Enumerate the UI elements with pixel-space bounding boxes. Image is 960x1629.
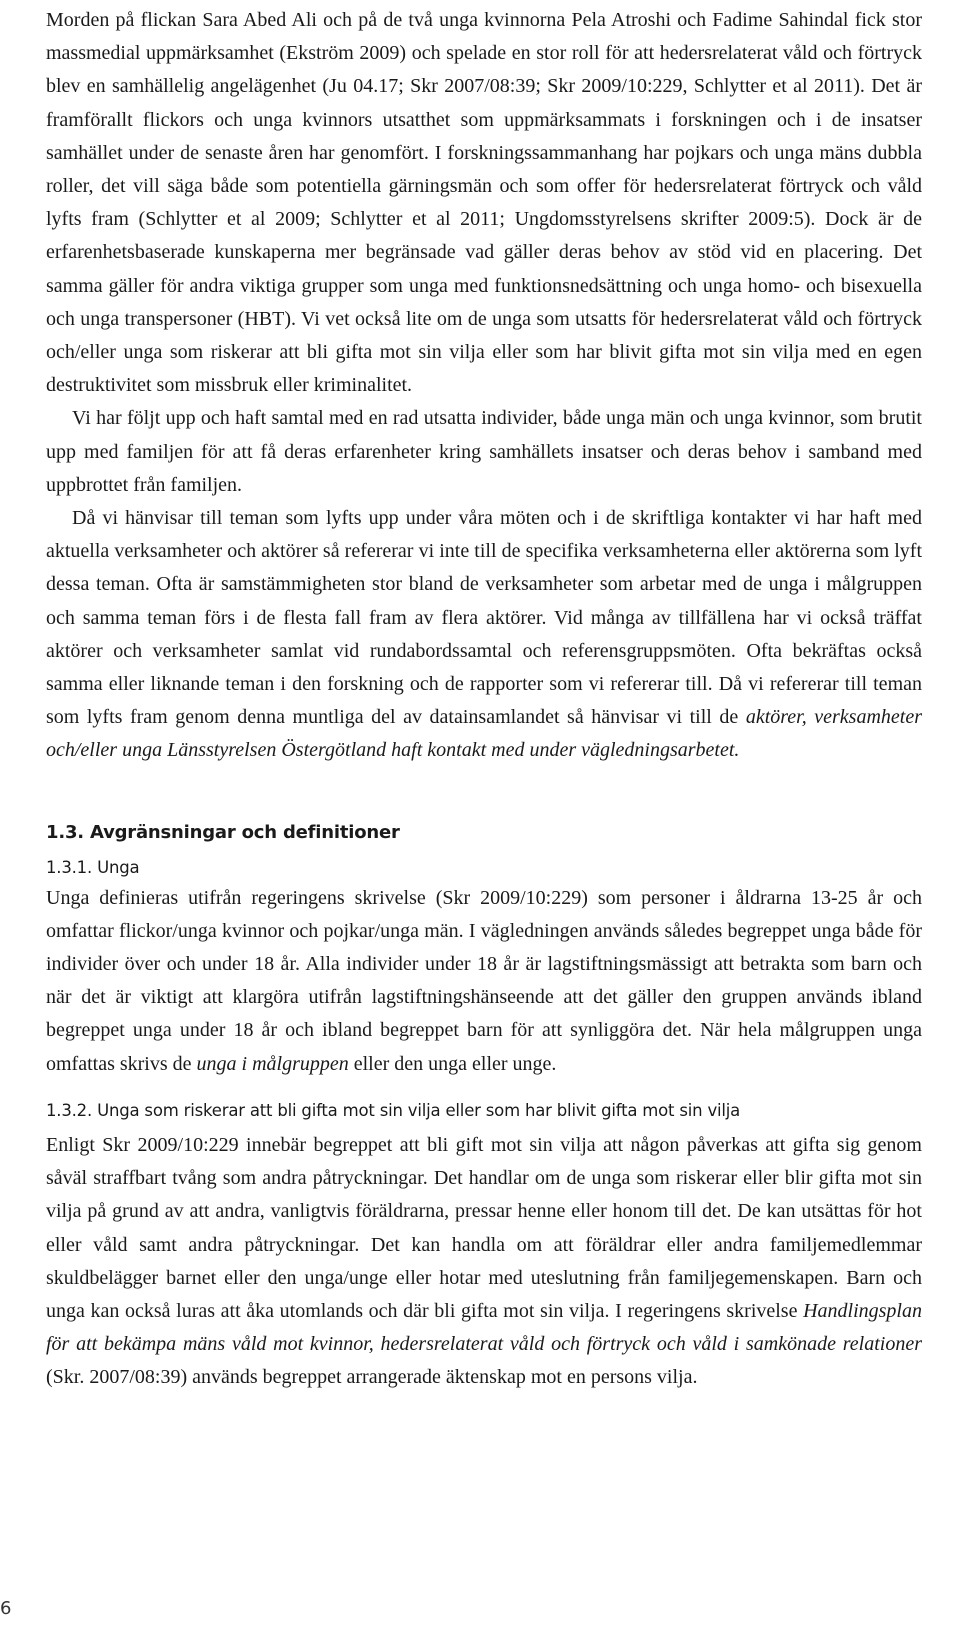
unga-definition-italic: unga i målgruppen	[196, 1052, 349, 1075]
paragraph-interviews	[46, 402, 922, 502]
section-heading-1-3: 1.3. Avgränsningar och definitioner	[46, 821, 400, 843]
paragraph-forced-marriage	[46, 1129, 922, 1395]
paragraph-unga-definition	[46, 882, 922, 1081]
paragraph-interviews-text: Vi har följt upp och haft samtal med en rad utsatta individer, både unga män och unga kvinnor, som brutit upp med familjen för att få deras erfarenheter kring samhällets insatser och deras behov i samband med uppbrottet från familjen.	[46, 407, 922, 496]
document-page	[46, 4, 922, 1395]
paragraph-themes	[46, 502, 922, 768]
paragraph-themes-text: Då vi hänvisar till teman som lyfts upp under våra möten och i de skriftliga kontakter vi har haft med aktuella verksamheter och aktörer så refererar vi inte till de specifika verksamheterna eller aktörerna som lyft dessa teman. Ofta är samstämmigheten stor bland de verksamheter som arbetar med de unga i målgruppen och samma teman förs i de flesta fall fram av flera aktörer. Vid många av tillfällena har vi också träffat aktörer och verksamheter samlat vid rundabordssamtal och referensgruppsmöten. Ofta bekräftas också samma eller liknande teman i den forskning och de rapporter som vi refererar till. Då vi refererar till teman som lyfts fram genom denna muntliga del av datainsamlandet så hänvisar vi till de	[46, 507, 922, 729]
unga-definition-end: eller den unga eller unge.	[348, 1052, 557, 1075]
forced-marriage-italic: Handlingsplan för att bekämpa mäns våld mot kvinnor, hedersrelaterat våld och förtryck och våld i samkönade relationer	[46, 1299, 922, 1356]
subsection-heading-1-3-1: 1.3.1. Unga	[46, 857, 140, 877]
page-number: 6	[0, 1598, 12, 1619]
paragraph-intro-text: Morden på flickan Sara Abed Ali och på de två unga kvinnorna Pela Atroshi och Fadime Sahindal fick stor massmedial uppmärksamhet (Ekström 2009) och spelade en stor roll för att hedersrelaterat våld och förtryck blev en samhällelig angelägenhet (Ju 04.17; Skr 2007/08:39; Skr 2009/10:229, Schlytter et al 2011). Det är framförallt flickors och unga kvinnors utsatthet som uppmärksammats i forskningen och i de insatser samhället under de senaste åren har genomfört. I forskningssammanhang har pojkars och unga mäns dubbla roller, det vill säga både som potentiella gärningsmän och som offer för hedersrelaterat förtryck och våld lyfts fram (Schlytter et al 2009; Schlytter et al 2011; Ungdomsstyrelsens skrifter 2009:5). Dock är de erfarenhetsbaserade kunskaperna mer begränsade vad gäller deras behov av stöd vid en placering. Det samma gäller för andra viktiga grupper som unga med funktionsnedsättning och unga homo- och bisexuella och unga transpersoner (HBT). Vi vet också lite om de unga som utsatts för hedersrelaterat våld och förtryck och/eller unga som riskerar att bli gifta mot sin vilja eller som har blivit gifta mot sin vilja med en egen destruktivitet som missbruk eller kriminalitet.	[46, 9, 922, 397]
forced-marriage-text: Enligt Skr 2009/10:229 innebär begreppet att bli gift mot sin vilja att någon påverkas att gifta sig genom såväl straffbart tvång som andra påtryckningar. Det handlar om de unga som riskerar eller blir gifta mot sin vilja på grund av att andra, vanligtvis föräldrarna, pressar henne eller honom till det. De kan utsättas för hot eller våld samt andra påtryckningar. Det kan handla om att föräldrar eller andra familjemedlemmar skuldbelägger barnet eller den unga/unge eller hotar med uteslutning från familjegemenskapen. Barn och unga kan också luras att åka utomlands och där bli gifta mot sin vilja. I regeringens skrivelse	[46, 1133, 922, 1322]
unga-definition-text: Unga definieras utifrån regeringens skrivelse (Skr 2009/10:229) som personer i åldrarna 13-25 år och omfattar flickor/unga kvinnor och pojkar/unga män. I vägledningen används således begreppet unga både för individer över och under 18 år. Alla individer under 18 år är lagstiftningsmässigt att betrakta som barn och när det är viktigt att klargöra utifrån lagstiftningshänseende att det gäller den gruppen används ibland begreppet unga under 18 år och ibland begreppet barn för att synliggöra det. När hela målgruppen unga omfattas skrivs de	[46, 886, 922, 1075]
paragraph-themes-italic: aktörer, verksamheter och/eller unga Länsstyrelsen Östergötland haft kontakt med under vägledningsarbetet.	[46, 706, 923, 762]
paragraph-intro	[46, 4, 922, 402]
forced-marriage-end: (Skr. 2007/08:39) används begreppet arrangerade äktenskap mot en persons vilja.	[46, 1366, 698, 1389]
subsection-heading-1-3-2: 1.3.2. Unga som riskerar att bli gifta mot sin vilja eller som har blivit gifta mot sin vilja	[46, 1100, 741, 1120]
